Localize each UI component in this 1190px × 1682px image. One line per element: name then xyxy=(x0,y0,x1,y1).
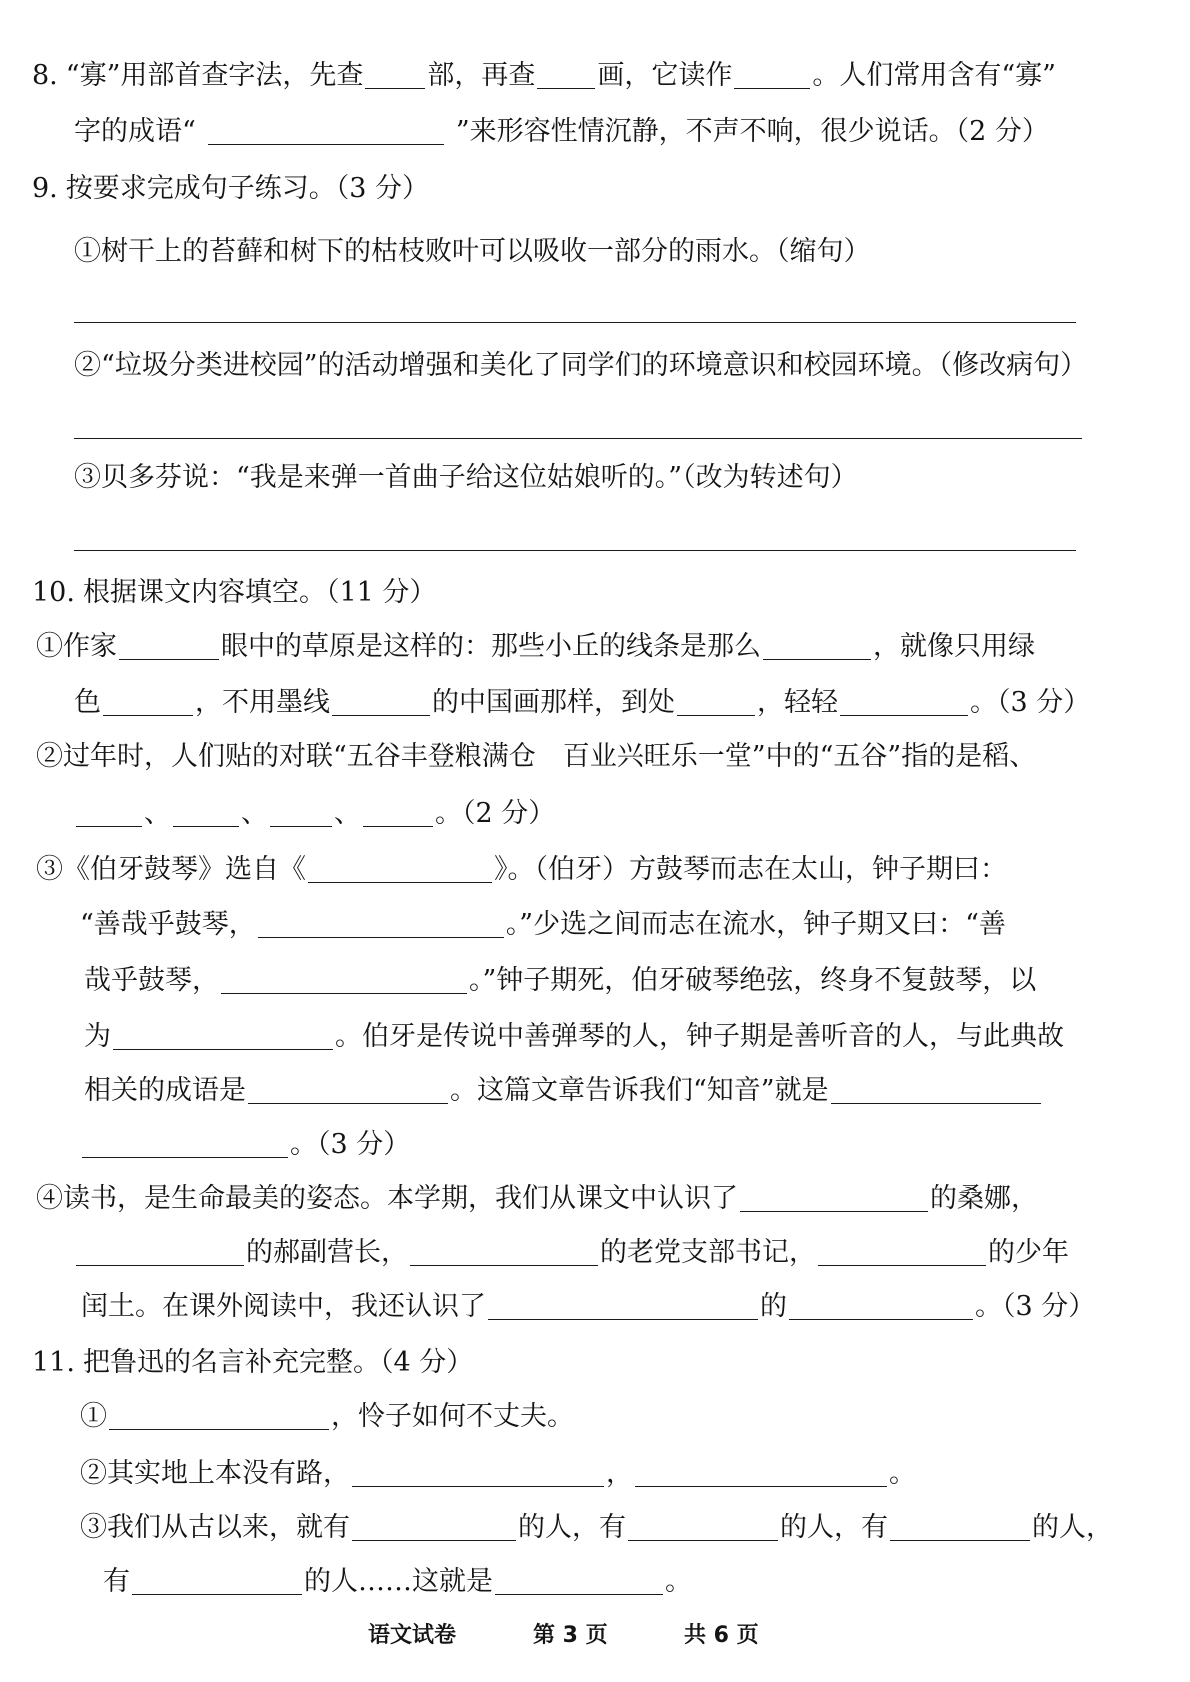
question-number: 9. xyxy=(32,173,58,204)
answer-blank xyxy=(495,1572,663,1595)
answer-line xyxy=(74,322,1076,323)
question-text: 字的成语“ xyxy=(74,116,196,147)
answer-blank xyxy=(734,66,810,89)
q11-item-3-line-2 xyxy=(103,1564,692,1600)
question-text: 的人，有 xyxy=(518,1512,626,1543)
question-text: 的中国画那样，到处 xyxy=(432,687,675,718)
question-text: 的人，有 xyxy=(780,1512,888,1543)
q8-line-1 xyxy=(32,58,1056,94)
question-text: 。伯牙是传说中善弹琴的人，钟子期是善听音的人，与此典故 xyxy=(335,1021,1064,1052)
question-text: ②“垃圾分类进校园”的活动增强和美化了同学们的环境意识和校园环境。（修改病句） xyxy=(74,350,1088,381)
answer-blank xyxy=(352,1464,604,1487)
question-text: 的少年 xyxy=(988,1237,1069,1268)
q10-item-4-line-3 xyxy=(81,1289,1095,1325)
answer-blank xyxy=(258,915,504,938)
question-text: ，就像只用绿 xyxy=(873,631,1035,662)
answer-blank xyxy=(628,1518,778,1541)
footer-page-number: 第 3 页 xyxy=(533,1623,608,1648)
question-text: 的人……这就是 xyxy=(304,1566,493,1597)
answer-blank xyxy=(173,804,239,827)
question-text: 。这篇文章告诉我们“知音”就是 xyxy=(450,1075,829,1106)
question-text: 、 xyxy=(144,798,171,829)
answer-blank xyxy=(82,1135,288,1158)
answer-blank xyxy=(76,804,142,827)
question-text: ①作家 xyxy=(36,631,117,662)
question-text: 。 xyxy=(665,1566,692,1597)
answer-blank xyxy=(890,1518,1030,1541)
question-text: 的桑娜， xyxy=(930,1183,1038,1214)
question-text: 为 xyxy=(84,1021,111,1052)
question-text: ，怜子如何不丈夫。 xyxy=(331,1401,574,1432)
q9-item-3 xyxy=(74,460,858,496)
question-title: 把鲁迅的名言补充完整。（4 分） xyxy=(82,1347,474,1378)
q8-line-2 xyxy=(74,114,1049,150)
answer-blank xyxy=(537,66,595,89)
q11-item-3-line-1 xyxy=(80,1510,1113,1546)
q10-item-1-line-2 xyxy=(74,685,1090,721)
question-text: 眼中的草原是这样的：那些小丘的线条是那么 xyxy=(221,631,761,662)
q9-item-2 xyxy=(74,348,1087,384)
question-text: 。（3 分） xyxy=(290,1129,411,1160)
answer-blank xyxy=(763,637,871,660)
question-title: 根据课文内容填空。（11 分） xyxy=(82,577,437,608)
question-text: “寡”用部首查字法，先查 xyxy=(65,60,364,91)
footer-total-pages: 共 6 页 xyxy=(684,1623,759,1648)
answer-blank xyxy=(221,971,467,994)
answer-blank xyxy=(789,1297,973,1320)
q10-item-3-line-5 xyxy=(84,1073,1043,1109)
question-number: 11. xyxy=(32,1347,75,1378)
answer-blank xyxy=(488,1297,758,1320)
question-text: ③贝多芬说：“我是来弹一首曲子给这位姑娘听的。”（改为转述句） xyxy=(74,462,858,493)
answer-blank xyxy=(248,1081,448,1104)
question-text: ， xyxy=(606,1458,633,1489)
question-text: 。人们常用含有“寡” xyxy=(812,60,1056,91)
answer-blank xyxy=(831,1081,1041,1104)
answer-blank xyxy=(308,860,492,883)
question-text: 部，再查 xyxy=(427,60,536,91)
answer-blank xyxy=(76,1243,244,1266)
answer-blank xyxy=(132,1572,302,1595)
q10-title xyxy=(32,575,436,611)
answer-blank xyxy=(119,637,219,660)
question-text: ④读书，是生命最美的姿态。本学期，我们从课文中认识了 xyxy=(36,1183,738,1214)
answer-blank xyxy=(740,1189,928,1212)
q11-item-1 xyxy=(80,1399,574,1435)
question-text: ，轻轻 xyxy=(757,687,838,718)
question-text: 、 xyxy=(334,798,361,829)
q10-item-3-line-1 xyxy=(36,852,1007,888)
q10-item-2-line-1 xyxy=(36,739,1036,775)
question-text: 闰土。在课外阅读中，我还认识了 xyxy=(81,1291,486,1322)
question-number: 10. xyxy=(32,577,75,608)
question-text: 》。（伯牙）方鼓琴而志在太山，钟子期曰： xyxy=(494,854,1007,885)
question-text: 、 xyxy=(241,798,268,829)
question-text: 有 xyxy=(103,1566,130,1597)
question-text: 的 xyxy=(760,1291,787,1322)
q11-item-2 xyxy=(80,1456,916,1492)
question-text: 色 xyxy=(74,687,101,718)
question-text: 。 xyxy=(889,1458,916,1489)
answer-line xyxy=(74,550,1076,551)
question-text: “善哉乎鼓琴， xyxy=(80,909,256,940)
answer-blank xyxy=(363,804,433,827)
question-text: 。（3 分） xyxy=(970,687,1091,718)
question-text: 。”钟子期死，伯牙破琴绝弦，终身不复鼓琴，以 xyxy=(469,965,1037,996)
answer-blank xyxy=(109,1407,329,1430)
q10-item-3-line-4 xyxy=(84,1019,1064,1055)
answer-blank xyxy=(113,1027,333,1050)
question-text: 哉乎鼓琴， xyxy=(84,965,219,996)
question-text: ③我们从古以来，就有 xyxy=(80,1512,350,1543)
q9-title xyxy=(32,171,429,207)
answer-blank xyxy=(270,804,332,827)
answer-blank xyxy=(365,66,425,89)
answer-blank xyxy=(677,693,755,716)
q10-item-3-line-3 xyxy=(84,963,1036,999)
question-text: ①树干上的苔藓和树下的枯枝败叶可以吸收一部分的雨水。（缩句） xyxy=(74,236,871,267)
question-text: 的老党支部书记， xyxy=(600,1237,816,1268)
answer-blank xyxy=(818,1243,986,1266)
answer-blank xyxy=(410,1243,598,1266)
page-footer xyxy=(0,1620,1190,1652)
question-text: 。（2 分） xyxy=(435,798,556,829)
answer-line xyxy=(74,438,1082,439)
q10-item-3-line-2 xyxy=(80,907,1006,943)
question-text: ”来形容性情沉静，不声不响，很少说话。（2 分） xyxy=(455,116,1049,147)
footer-subject: 语文试卷 xyxy=(368,1623,457,1648)
question-text: ②其实地上本没有路， xyxy=(80,1458,350,1489)
q10-item-3-line-6 xyxy=(80,1127,410,1163)
question-text: ，不用墨线 xyxy=(195,687,330,718)
question-text: ②过年时，人们贴的对联“五谷丰登粮满仓 百业兴旺乐一堂”中的“五谷”指的是稻、 xyxy=(36,741,1037,772)
answer-blank xyxy=(208,122,444,145)
question-text: 的郝副营长， xyxy=(246,1237,408,1268)
question-text: ① xyxy=(80,1401,107,1432)
answer-blank xyxy=(840,693,968,716)
q10-item-4-line-1 xyxy=(36,1181,1038,1217)
question-title: 按要求完成句子练习。（3 分） xyxy=(65,173,430,204)
q10-item-4-line-2 xyxy=(74,1235,1069,1271)
question-text: ③《伯牙鼓琴》选自《 xyxy=(36,854,306,885)
question-text: 。（3 分） xyxy=(975,1291,1096,1322)
question-number: 8. xyxy=(32,60,58,91)
answer-blank xyxy=(332,693,430,716)
answer-blank xyxy=(103,693,193,716)
question-text: 的人， xyxy=(1032,1512,1113,1543)
answer-blank xyxy=(352,1518,516,1541)
q10-item-2-line-2 xyxy=(74,796,555,832)
question-text: 画，它读作 xyxy=(597,60,733,91)
question-text: 。”少选之间而志在流水，钟子期又曰：“善 xyxy=(505,909,1006,940)
q9-item-1 xyxy=(74,234,871,270)
q11-title xyxy=(32,1345,473,1381)
answer-blank xyxy=(635,1464,887,1487)
question-text: 相关的成语是 xyxy=(84,1075,246,1106)
q10-item-1-line-1 xyxy=(36,629,1035,665)
